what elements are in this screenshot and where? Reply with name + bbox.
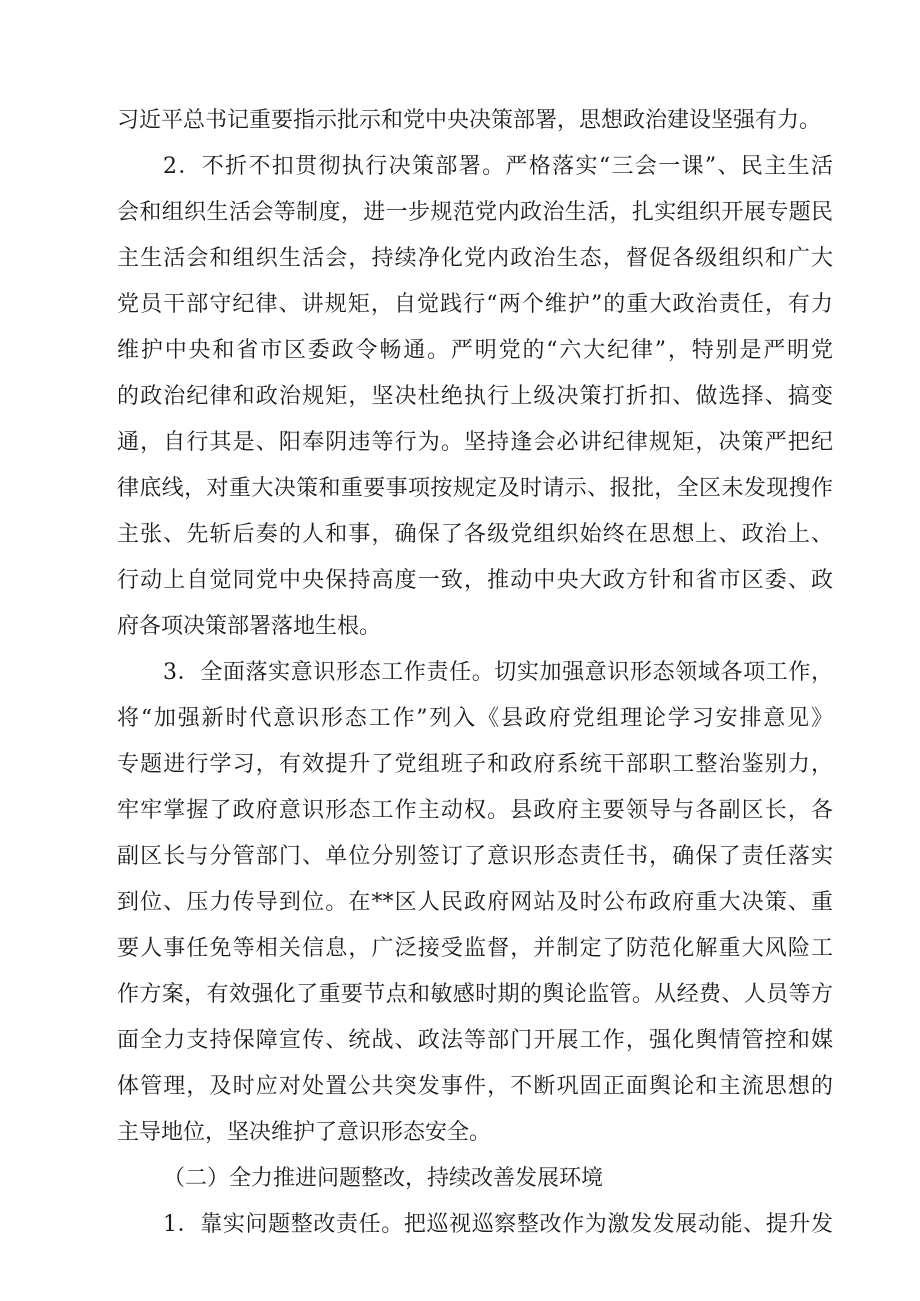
body-text-line: 牢牢掌握了政府意识形态工作主动权。县政府主要领导与各副区长，各 (117, 798, 833, 823)
body-text-line: 到位、压力传导到位。在**区人民政府网站及时公布政府重大决策、重 (117, 890, 833, 915)
section-heading: （二）全力推进问题整改，持续改善发展环境 (163, 1166, 604, 1191)
numbered-paragraph-start: 2．不折不扣贯彻执行决策部署。严格落实“三会一课”、民主生活 (163, 154, 833, 179)
body-text-line: 体管理，及时应对处置公共突发事件，不断巩固正面舆论和主流思想的 (117, 1074, 833, 1099)
body-text-line: 习近平总书记重要指示批示和党中央决策部署，思想政治建设坚强有力。 (117, 108, 822, 133)
body-text-line: 行动上自觉同党中央保持高度一致，推动中央大政方针和省市区委、政 (117, 568, 833, 593)
numbered-paragraph-start: 3．全面落实意识形态工作责任。切实加强意识形态领域各项工作， (163, 660, 833, 685)
body-text-line: 要人事任免等相关信息，广泛接受监督，并制定了防范化解重大风险工 (117, 936, 833, 961)
body-text-line: 副区长与分管部门、单位分别签订了意识形态责任书，确保了责任落实 (117, 844, 833, 869)
body-text-line: 主生活会和组织生活会，持续净化党内政治生态，督促各级组织和广大 (117, 246, 833, 271)
body-text-line: 通，自行其是、阳奉阴违等行为。坚持逢会必讲纪律规矩，决策严把纪 (117, 430, 833, 455)
body-text-line: 主导地位，坚决维护了意识形态安全。 (117, 1120, 492, 1145)
body-text-line: 党员干部守纪律、讲规矩，自觉践行“两个维护”的重大政治责任，有力 (117, 292, 833, 317)
body-text-line: 的政治纪律和政治规矩，坚决杜绝执行上级决策打折扣、做选择、搞变 (117, 384, 833, 409)
body-text-line: 专题进行学习，有效提升了党组班子和政府系统干部职工整治鉴别力， (117, 752, 833, 777)
document-body (117, 98, 833, 1248)
body-text-line: 律底线，对重大决策和重要事项按规定及时请示、报批，全区未发现搜作 (117, 476, 833, 501)
body-text-line: 府各项决策部署落地生根。 (117, 614, 382, 639)
body-text-line: 维护中央和省市区委政令畅通。严明党的“六大纪律”，特别是严明党 (117, 338, 833, 363)
body-text-line: 作方案，有效强化了重要节点和敏感时期的舆论监管。从经费、人员等方 (117, 982, 833, 1007)
body-text-line: 主张、先斩后奏的人和事，确保了各级党组织始终在思想上、政治上、 (117, 522, 833, 547)
body-text-line: 会和组织生活会等制度，进一步规范党内政治生活，扎实组织开展专题民 (117, 200, 833, 225)
body-text-line: 将“加强新时代意识形态工作”列入《县政府党组理论学习安排意见》 (117, 706, 833, 731)
body-text-line: 面全力支持保障宣传、统战、政法等部门开展工作，强化舆情管控和媒 (117, 1028, 833, 1053)
numbered-paragraph-start: 1．靠实问题整改责任。把巡视巡察整改作为激发发展动能、提升发 (163, 1212, 833, 1237)
